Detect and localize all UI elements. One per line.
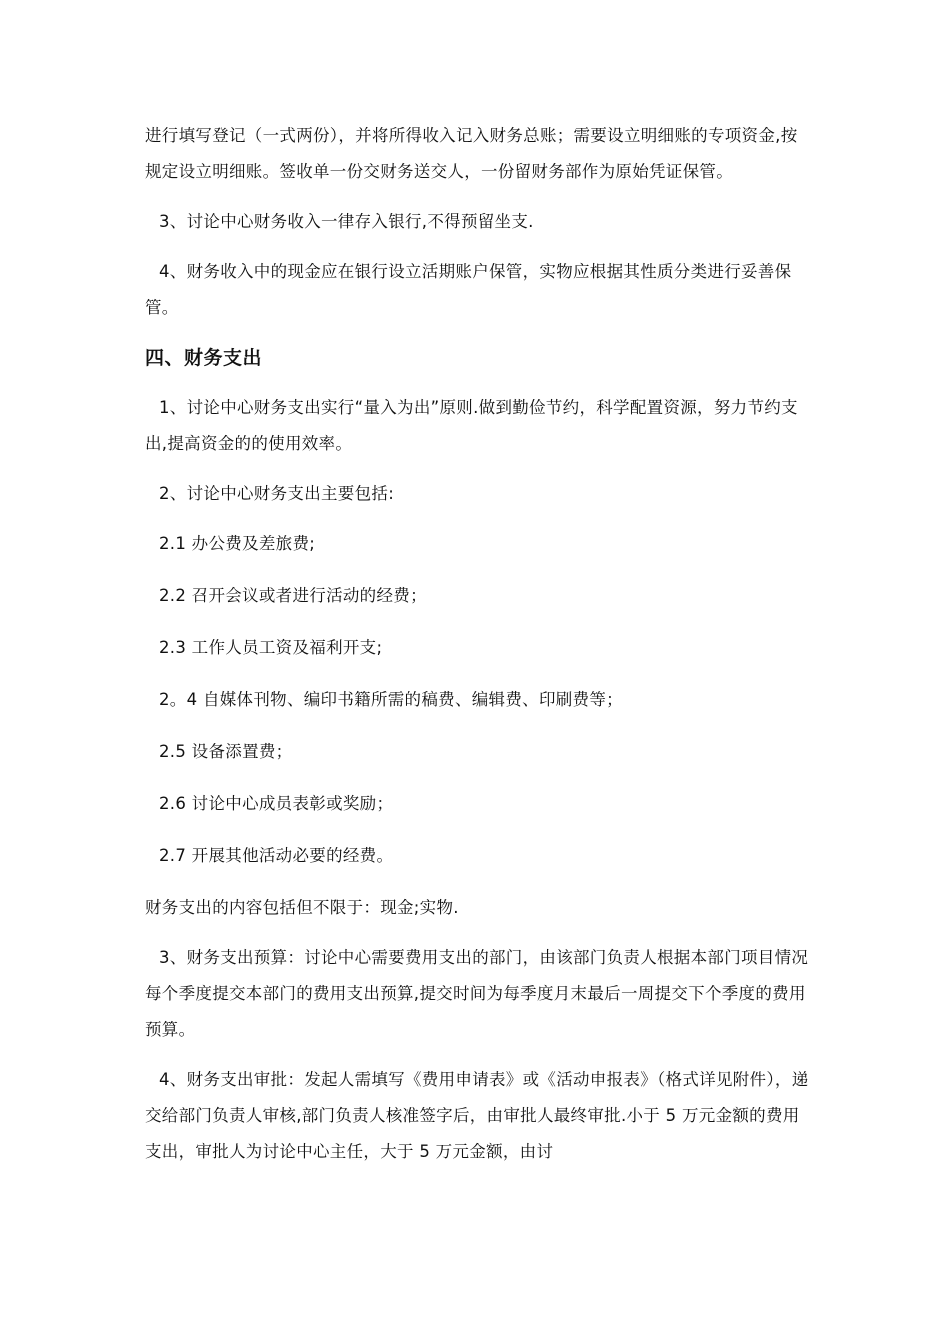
paragraph-cash-custody: 4、财务收入中的现金应在银行设立活期账户保管，实物应根据其性质分类进行妥善保管。 (145, 262, 792, 317)
list-item-office-travel: 2.1 办公费及差旅费; (159, 534, 316, 553)
list-item-publication: 2。4 自媒体刊物、编印书籍所需的稿费、编辑费、印刷费等； (159, 690, 623, 709)
paragraph-expenditure-budget: 3、财务支出预算：讨论中心需要费用支出的部门，由该部门负责人根据本部门项目情况每个季度提交本部门的费用支出预算,提交时间为每季度月末最后一周提交下个季度的费用预算。 (145, 948, 809, 1039)
paragraph-income-registration: 进行填写登记（一式两份），并将所得收入记入财务总账；需要设立明细账的专项资金,按规定设立明细账。签收单一份交财务送交人，一份留财务部作为原始凭证保管。 (145, 126, 798, 181)
section-heading-expenditure: 四、财务支出 (145, 347, 263, 369)
list-item-rewards: 2.6 讨论中心成员表彰或奖励； (159, 794, 394, 813)
document-body (145, 118, 810, 1184)
paragraph-income-bank-deposit: 3、讨论中心财务收入一律存入银行,不得预留坐支. (159, 212, 534, 231)
paragraph-expenditure-scope: 2、讨论中心财务支出主要包括: (159, 484, 395, 503)
list-item-salary-welfare: 2.3 工作人员工资及福利开支; (159, 638, 383, 657)
paragraph-expenditure-principle: 1、讨论中心财务支出实行“量入为出”原则.做到勤俭节约，科学配置资源，努力节约支出,提高资金的的使用效率。 (145, 398, 798, 453)
list-item-meeting-activity: 2.2 召开会议或者进行活动的经费； (159, 586, 427, 605)
paragraph-expenditure-approval: 4、财务支出审批：发起人需填写《费用申请表》或《活动申报表》（格式详见附件），递交给部门负责人审核,部门负责人核准签字后，由审批人最终审批.小于 5 万元金额的费用支出，审批人为讨论中心主任，大于 5 万元金额，由讨 (145, 1070, 809, 1161)
list-item-other-activities: 2.7 开展其他活动必要的经费。 (159, 846, 394, 865)
paragraph-expenditure-content: 财务支出的内容包括但不限于：现金;实物. (145, 898, 459, 917)
list-item-equipment: 2.5 设备添置费； (159, 742, 293, 761)
